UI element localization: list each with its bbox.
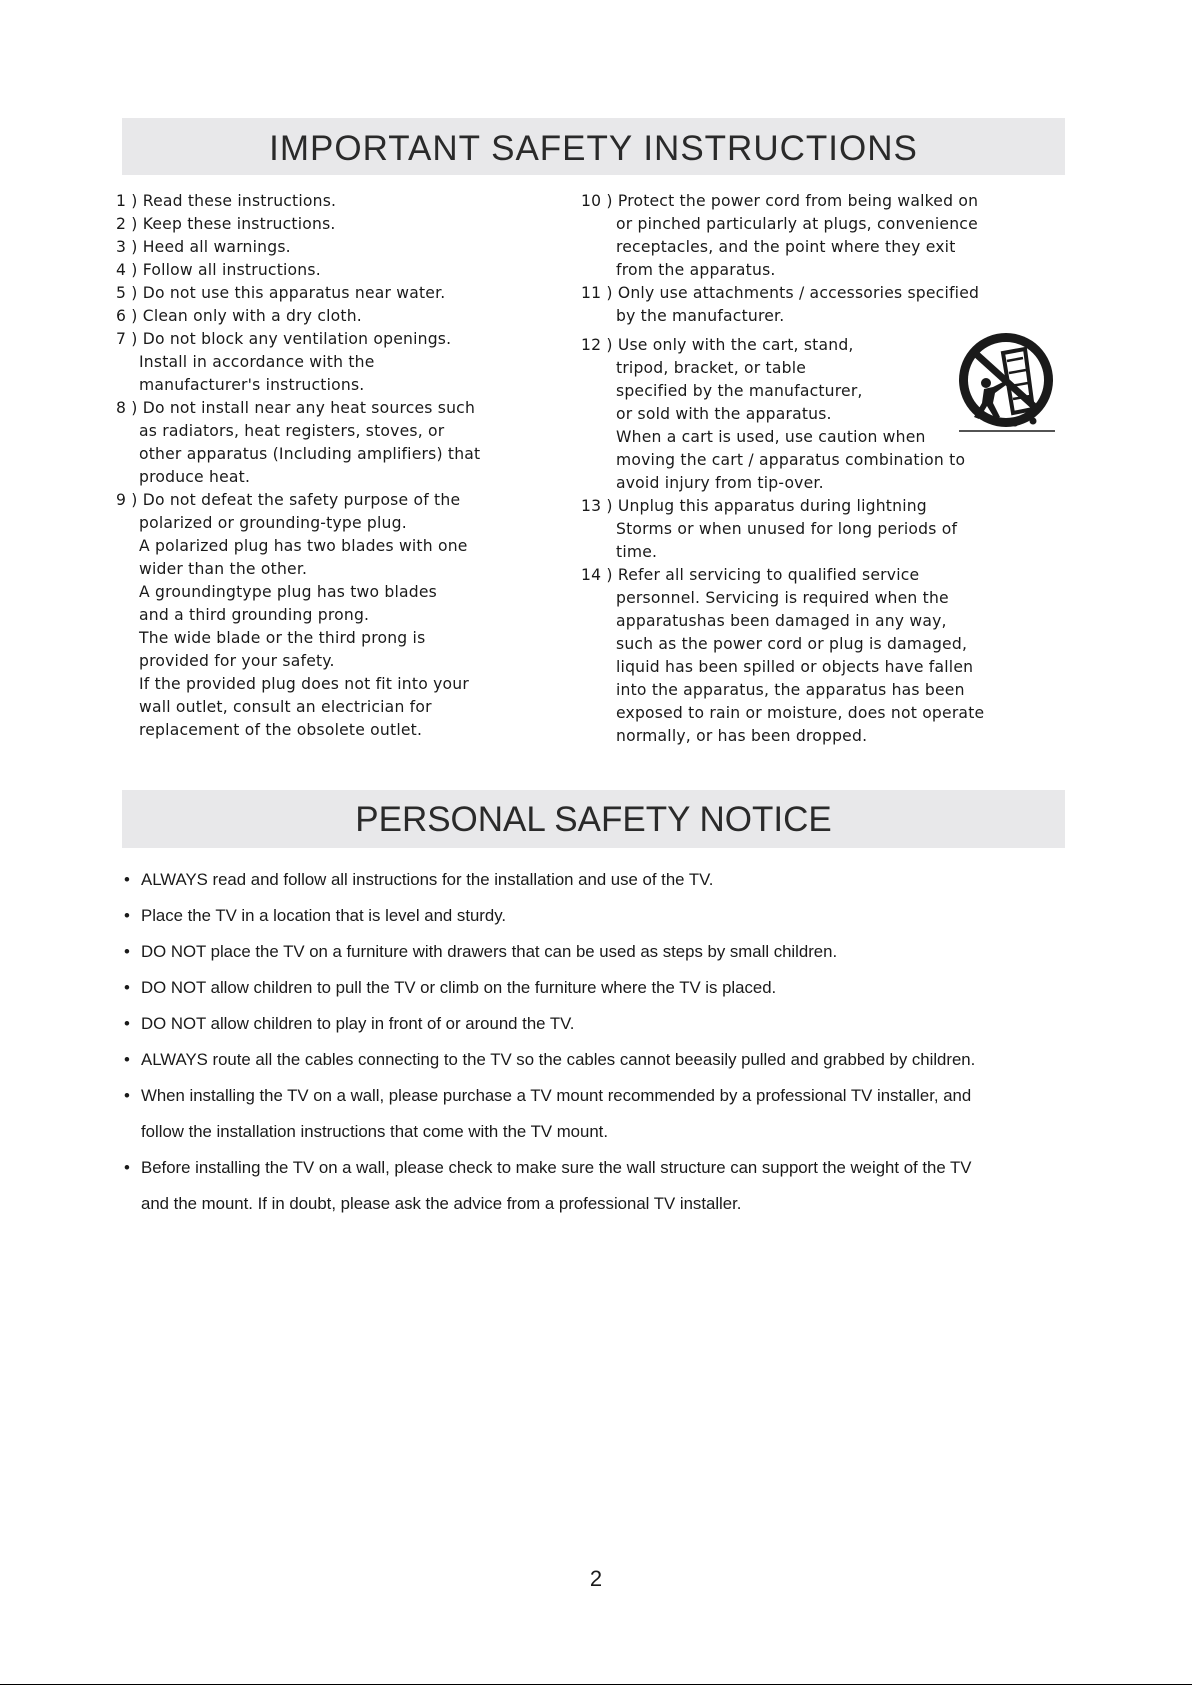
- instruction-item-9: 9 ) Do not defeat the safety purpose of the polarized or grounding-type plug. A polarized plug has two blades with one wider than the other. A groundingtype plug has two blades and a third grounding prong. The wide blade or the third prong is provided for your safety. If the provided plug does not fit into your wall outlet, consult an electrician for replacement of the obsolete outlet.: [116, 491, 469, 739]
- instruction-item-12: 12 ) Use only with the cart, stand, tripod, bracket, or table specified by the manufacturer, or sold with the apparatus. When a cart is used, use caution when moving the cart / apparatus combination to avoid injury from tip-over.: [581, 336, 966, 492]
- instruction-item-2: 2 ) Keep these instructions.: [116, 215, 336, 233]
- cart-tip-over-warning-icon: [953, 331, 1059, 439]
- notice-item-5: • DO NOT allow children to play in front of or around the TV.: [124, 1014, 575, 1033]
- notice-item-8: • Before installing the TV on a wall, please check to make sure the wall structure can support the weight of the TV and the mount. If in doubt, please ask the advice from a professional TV installer.: [124, 1158, 972, 1213]
- instruction-item-4: 4 ) Follow all instructions.: [116, 261, 321, 279]
- instruction-item-1: 1 ) Read these instructions.: [116, 192, 337, 210]
- personal-safety-notice-title: PERSONAL SAFETY NOTICE: [122, 790, 1065, 848]
- instruction-item-11: 11 ) Only use attachments / accessories specified by the manufacturer.: [581, 284, 980, 325]
- important-safety-instructions-title: IMPORTANT SAFETY INSTRUCTIONS: [122, 118, 1065, 175]
- instruction-item-14: 14 ) Refer all servicing to qualified service personnel. Servicing is required when the apparatushas been damaged in any way, such as the power cord or plug is damaged, liquid has been spilled or objects have fallen into the apparatus, the apparatus has been exposed to rain or moisture, does not operate normally, or has been dropped.: [581, 566, 985, 745]
- instruction-item-3: 3 ) Heed all warnings.: [116, 238, 291, 256]
- notice-item-1: • ALWAYS read and follow all instructions for the installation and use of the TV.: [124, 870, 714, 889]
- notice-item-4: • DO NOT allow children to pull the TV or climb on the furniture where the TV is placed.: [124, 978, 777, 997]
- instructions-right-column: [581, 190, 1051, 748]
- instruction-item-7: 7 ) Do not block any ventilation openings. Install in accordance with the manufacturer's instructions.: [116, 330, 452, 394]
- notice-item-6: • ALWAYS route all the cables connecting to the TV so the cables cannot beeasily pulled and grabbed by children.: [124, 1050, 976, 1069]
- notice-item-2: • Place the TV in a location that is level and sturdy.: [124, 906, 507, 925]
- notice-item-3: • DO NOT place the TV on a furniture with drawers that can be used as steps by small children.: [124, 942, 838, 961]
- page-number: 2: [589, 1566, 603, 1591]
- instruction-item-8: 8 ) Do not install near any heat sources such as radiators, heat registers, stoves, or other apparatus (Including amplifiers) that produce heat.: [116, 399, 481, 486]
- instruction-item-13: 13 ) Unplug this apparatus during lightning Storms or when unused for long periods of time.: [581, 497, 958, 561]
- instructions-left-column: [116, 190, 586, 742]
- instruction-item-10: 10 ) Protect the power cord from being walked on or pinched particularly at plugs, convenience receptacles, and the point where they exit from the apparatus.: [581, 192, 979, 279]
- instruction-item-5: 5 ) Do not use this apparatus near water.: [116, 284, 446, 302]
- personal-safety-notice-list: [124, 862, 1064, 1222]
- notice-item-7: • When installing the TV on a wall, please purchase a TV mount recommended by a professional TV installer, and follow the installation instructions that come with the TV mount.: [124, 1086, 972, 1141]
- instruction-item-6: 6 ) Clean only with a dry cloth.: [116, 307, 362, 325]
